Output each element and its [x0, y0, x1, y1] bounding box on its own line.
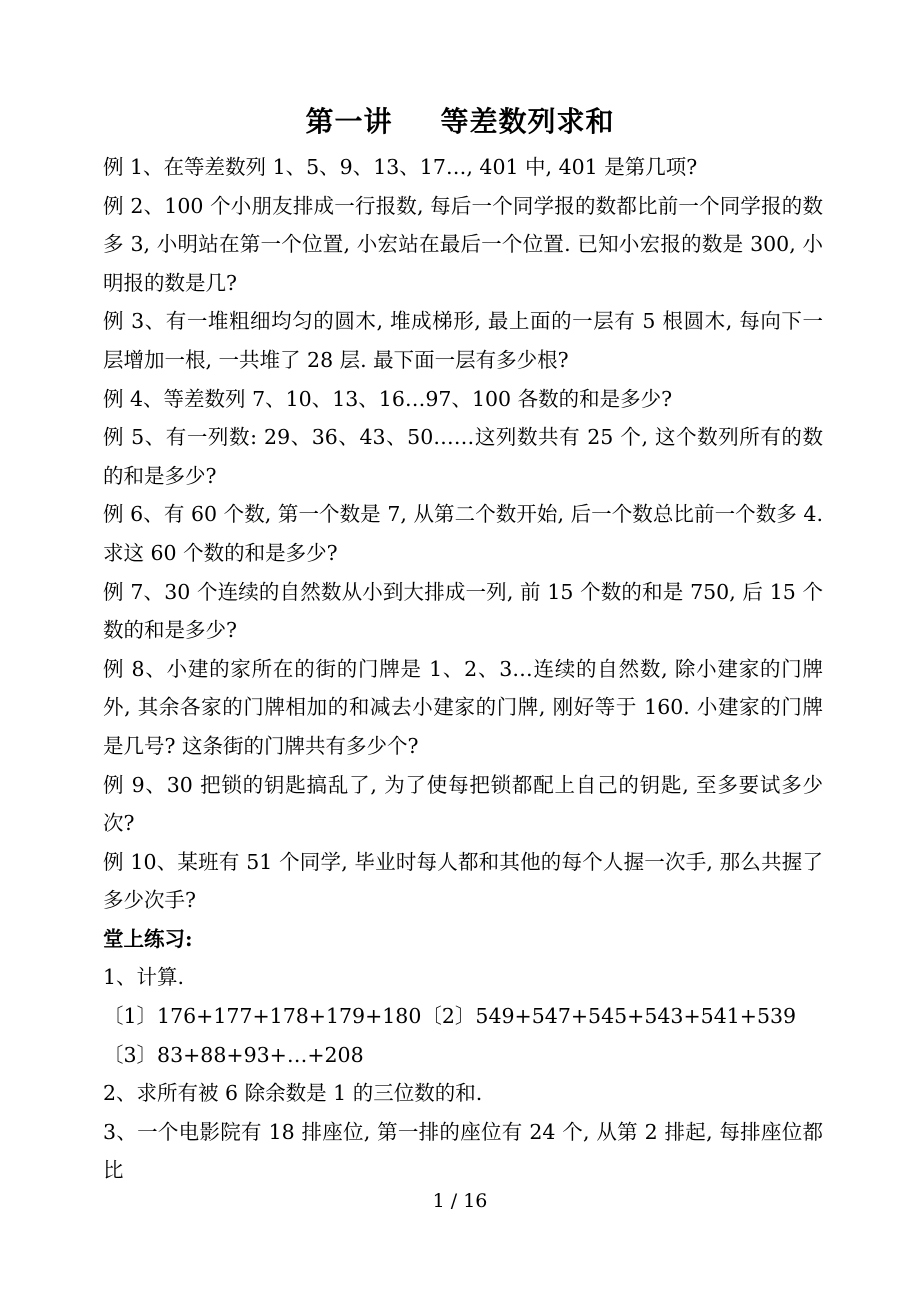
practice-item-3: 3、一个电影院有 18 排座位, 第一排的座位有 24 个, 从第 2 排起, 每排座位都比 [103, 1119, 823, 1183]
practice-heading: 堂上练习: [103, 926, 193, 951]
example-4: 例 4、等差数列 7、10、13、16…97、100 各数的和是多少? [103, 386, 673, 411]
practice-item-1: 1、计算. [103, 965, 185, 990]
example-1: 例 1、在等差数列 1、5、9、13、17…, 401 中, 401 是第几项? [103, 155, 698, 179]
practice-item-1-parts-1-2: 〔1〕176+177+178+179+180〔2〕549+547+545+543+541+539 [103, 1004, 797, 1029]
title-lecture-number: 第一讲 [305, 105, 393, 138]
example-9: 例 9、30 把锁的钥匙搞乱了, 为了使每把锁都配上自己的钥匙, 至多要试多少次? [103, 772, 823, 836]
example-7: 例 7、30 个连续的自然数从小到大排成一列, 前 15 个数的和是 750, 后 15 个数的和是多少? [103, 579, 823, 643]
example-6: 例 6、有 60 个数, 第一个数是 7, 从第二个数开始, 后一个数总比前一个数多 4. 求这 60 个数的和是多少? [103, 502, 823, 565]
example-8: 例 8、小建的家所在的街的门牌是 1、2、3…连续的自然数, 除小建家的门牌外, 其余各家的门牌相加的和减去小建家的门牌, 刚好等于 160. 小建家的门牌是几号? 这条街的门牌共有多少个? [103, 656, 823, 758]
page-indicator: 1 / 16 [432, 1190, 488, 1212]
example-10: 例 10、某班有 51 个同学, 毕业时每人都和其他的每个人握一次手, 那么共握了多少次手? [103, 849, 823, 913]
page-title [0, 100, 920, 140]
title-topic: 等差数列求和 [440, 105, 615, 138]
example-5: 例 5、有一列数: 29、36、43、50……这列数共有 25 个, 这个数列所有的数的和是多少? [103, 425, 823, 488]
example-3: 例 3、有一堆粗细均匀的圆木, 堆成梯形, 最上面的一层有 5 根圆木, 每向下一层增加一根, 一共堆了 28 层. 最下面一层有多少根? [103, 309, 823, 372]
practice-item-2: 2、求所有被 6 除余数是 1 的三位数的和. [103, 1081, 483, 1106]
practice-item-1-part-3: 〔3〕83+88+93+…+208 [103, 1042, 364, 1067]
example-2: 例 2、100 个小朋友排成一行报数, 每后一个同学报的数都比前一个同学报的数多 3, 小明站在第一个位置, 小宏站在最后一个位置. 已知小宏报的数是 300, 小明报的数是几? [103, 193, 823, 295]
document-body [103, 148, 823, 1190]
